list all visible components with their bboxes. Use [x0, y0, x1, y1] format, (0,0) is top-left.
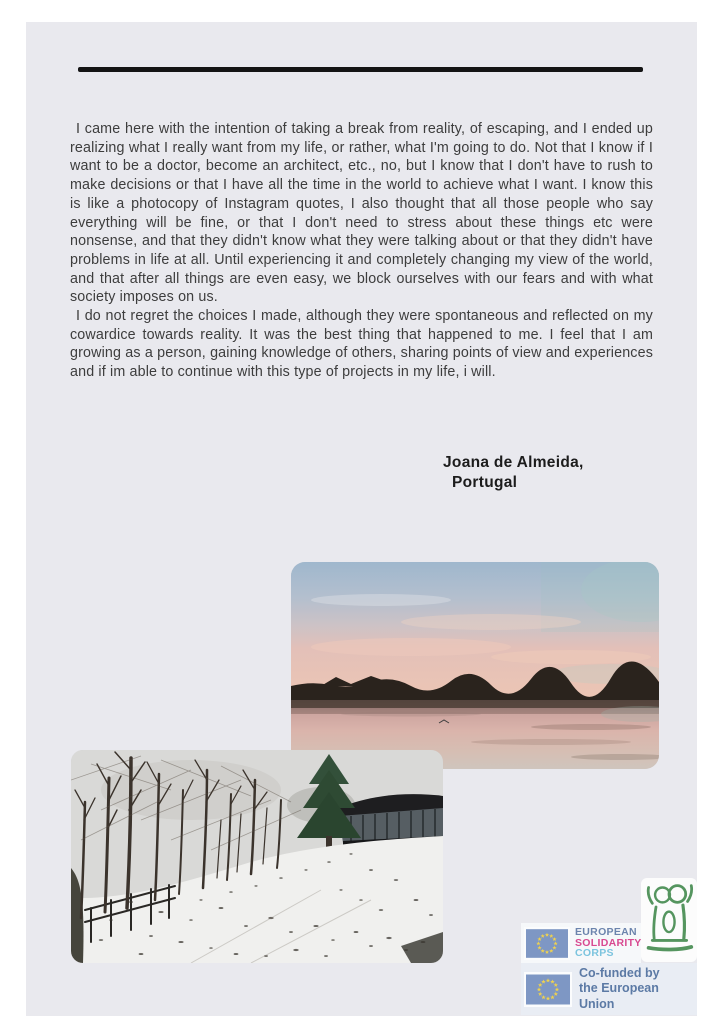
- snowy-park-photo-image: [71, 750, 443, 963]
- cofunded-line-2: the European Union: [579, 981, 659, 1011]
- attribution-country: Portugal: [452, 473, 518, 491]
- esc-logo-text: [575, 927, 642, 959]
- snowy-park-photo: [71, 750, 443, 963]
- testimonial-text: [70, 120, 653, 382]
- cofunded-eu-logo: [521, 963, 697, 1015]
- attribution: [443, 453, 584, 492]
- attribution-name: Joana de Almeida,: [443, 454, 584, 471]
- testimonial-paragraph-1: I came here with the intention of taking a break from reality, of escaping, and I ended up realizing what I really want from my life, or rather, what I'm going to do. Not that I know if I want to be a doctor, become an architect, etc., no, but I know that I don't have to rush to make decisions or that I have all the time in the world to achieve what I want. I know this is like a photocopy of Instagram quotes, I also thought that all those people who say everything will be fine, or that I don't need to stress about these things etc were nonsense, and that they didn't know what they were talking about or that they didn't have problems in life at all. Until experiencing it and completely changing my view of the world, and that after all things are even easy, we block ourselves with our fears and with what society imposes on us.: [70, 121, 653, 306]
- eu-flag-icon: [524, 927, 570, 960]
- sunset-lake-photo-image: [291, 562, 659, 769]
- organization-logo-box: [641, 878, 697, 962]
- european-solidarity-corps-logo: [521, 923, 641, 963]
- cofunded-text: [579, 966, 697, 1013]
- eu-flag-icon: [524, 972, 572, 1007]
- cofunded-line-1: Co-funded by: [579, 965, 660, 980]
- esc-line-solidarity: SOLIDARITY: [575, 936, 642, 949]
- content-area: [26, 22, 697, 1016]
- top-divider-bar: [78, 67, 643, 72]
- sunset-lake-photo: [291, 562, 659, 769]
- esc-line-corps: CORPS: [575, 947, 614, 960]
- testimonial-paragraph-2: I do not regret the choices I made, although they were spontaneous and reflected on my cowardice towards reality. It was the best thing that happened to me. I feel that I am growing as a person, gaining knowledge of others, sharing points of view and experiences and if im able to continue with this type of projects in my life, i will.: [70, 308, 653, 381]
- green-figures-logo-icon: [643, 880, 695, 960]
- esc-line-european: EUROPEAN: [575, 926, 637, 939]
